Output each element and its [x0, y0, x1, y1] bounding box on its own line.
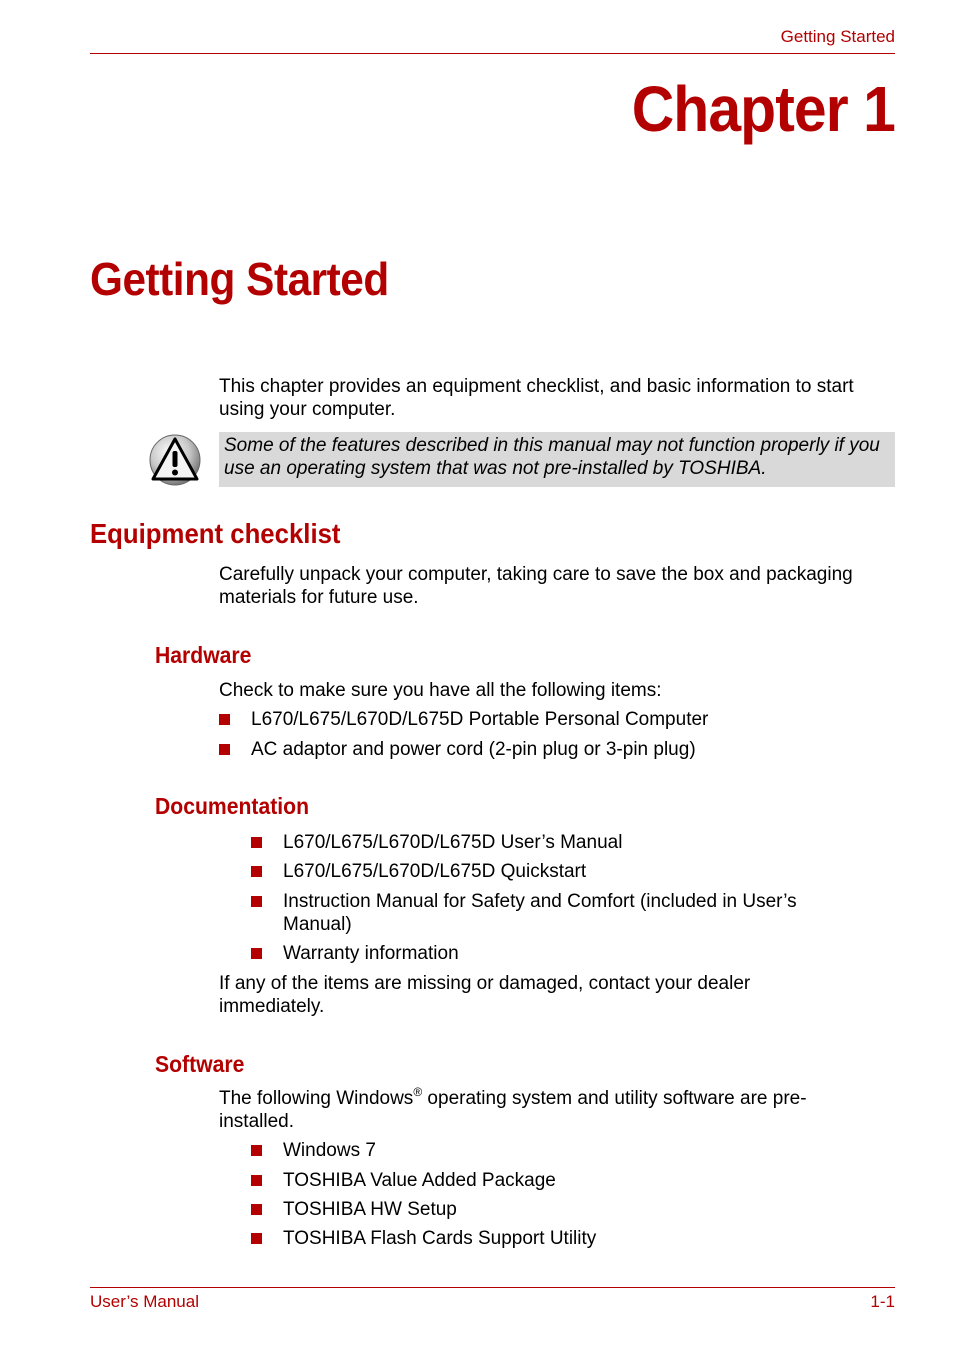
bullet-square-icon: [251, 896, 262, 907]
equipment-intro: Carefully unpack your computer, taking care to save the box and packaging materials for future use.: [219, 564, 853, 608]
list-item: [251, 890, 851, 936]
hardware-list: [219, 708, 899, 761]
list-item-text: TOSHIBA HW Setup: [283, 1199, 457, 1220]
list-item: [251, 1139, 851, 1162]
list-item: [251, 831, 851, 854]
list-item: [219, 738, 899, 761]
footer-rule: [90, 1287, 895, 1288]
list-item-text: TOSHIBA Value Added Package: [283, 1170, 556, 1191]
list-item: [251, 942, 851, 965]
hardware-heading: Hardware: [155, 642, 252, 668]
footer-page-number: 1-1: [870, 1292, 895, 1311]
list-item: [251, 860, 851, 883]
software-intro-before: The following Windows: [219, 1088, 414, 1109]
list-item-text: L670/L675/L670D/L675D Portable Personal Computer: [251, 709, 709, 730]
list-item: [251, 1198, 851, 1221]
bullet-square-icon: [251, 948, 262, 959]
list-item-text: L670/L675/L670D/L675D Quickstart: [283, 861, 587, 882]
software-intro: [219, 1084, 869, 1133]
bullet-square-icon: [251, 837, 262, 848]
running-header-title: Getting Started: [780, 27, 895, 46]
bullet-square-icon: [219, 744, 230, 755]
registered-mark: ®: [413, 1084, 423, 1099]
header-rule: [90, 53, 895, 54]
bullet-square-icon: [251, 1204, 262, 1215]
list-item: [251, 1227, 851, 1250]
bullet-square-icon: [251, 1233, 262, 1244]
list-item: [251, 1169, 851, 1192]
bullet-square-icon: [251, 1175, 262, 1186]
list-item: [219, 708, 899, 731]
list-item-text: AC adaptor and power cord (2-pin plug or 3-pin plug): [251, 739, 696, 760]
list-item-text: Instruction Manual for Safety and Comfort (included in User’s Manual): [283, 891, 797, 935]
software-heading: Software: [155, 1051, 245, 1077]
equipment-checklist-heading: Equipment checklist: [90, 518, 341, 549]
list-item-text: Warranty information: [283, 943, 459, 964]
software-list: [251, 1139, 851, 1250]
intro-paragraph: This chapter provides an equipment checklist, and basic information to start using your computer.: [219, 376, 854, 420]
documentation-heading: Documentation: [155, 793, 309, 819]
bullet-square-icon: [219, 714, 230, 725]
chapter-title: Chapter 1: [631, 73, 895, 145]
software-intro-after: operating system and utility software are pre-installed.: [219, 1088, 807, 1132]
documentation-list: [251, 831, 851, 965]
note-box: [219, 432, 895, 487]
note-text: Some of the features described in this manual may not function properly if you use an operating system that was not pre-installed by TOSHIBA.: [224, 435, 880, 479]
list-item-text: Windows 7: [283, 1140, 376, 1161]
bullet-square-icon: [251, 866, 262, 877]
bullet-square-icon: [251, 1145, 262, 1156]
section-title: Getting Started: [90, 253, 389, 305]
list-item-text: TOSHIBA Flash Cards Support Utility: [283, 1228, 597, 1249]
hardware-intro: Check to make sure you have all the following items:: [219, 680, 662, 701]
warning-triangle-icon: [148, 433, 202, 487]
footer-manual-title: User’s Manual: [90, 1292, 199, 1311]
list-item-text: L670/L675/L670D/L675D User’s Manual: [283, 832, 623, 853]
documentation-closing: If any of the items are missing or damaged, contact your dealer immediately.: [219, 973, 751, 1017]
